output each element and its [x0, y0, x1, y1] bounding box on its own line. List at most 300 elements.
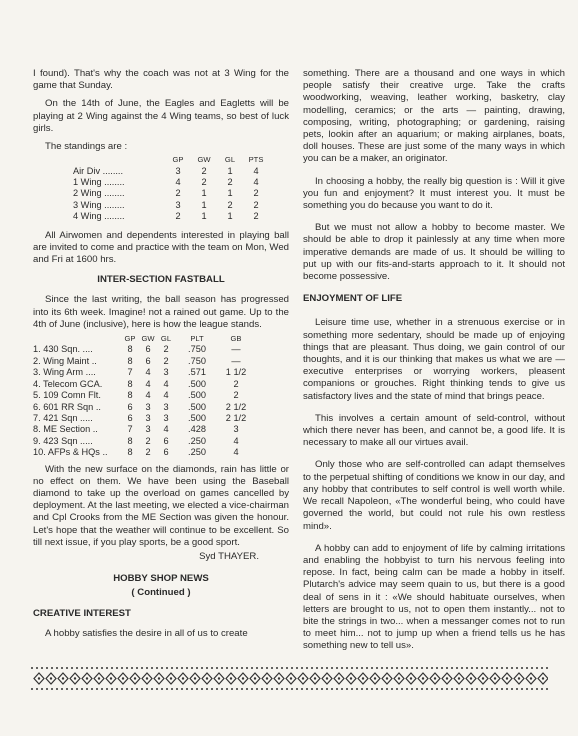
border-dot	[171, 667, 173, 669]
border-dot	[411, 667, 413, 669]
border-dot	[546, 667, 548, 669]
team-name: 6. 601 RR Sqn ..	[33, 401, 101, 412]
border-dot	[76, 667, 78, 669]
team-name: 7. 421 Sqn .....	[33, 412, 93, 423]
border-dot	[326, 688, 328, 690]
border-dot	[302, 677, 304, 679]
paragraph: This involves a certain amount of seld-control, without which there never has been, and cannot be, a good life. It is necessary to make all our virtues avail.	[303, 412, 565, 449]
border-dot	[181, 667, 183, 669]
border-dot	[530, 677, 532, 679]
border-dot	[291, 667, 293, 669]
border-dot	[311, 667, 313, 669]
table-cell: 4	[233, 447, 239, 458]
border-dot	[351, 688, 353, 690]
border-dot	[321, 688, 323, 690]
table-cell: 4	[163, 424, 169, 435]
border-dot	[136, 667, 138, 669]
border-dot	[511, 667, 513, 669]
border-dot	[226, 667, 228, 669]
table-row	[33, 367, 253, 378]
column-header: GP	[124, 334, 136, 344]
border-dot	[398, 677, 400, 679]
standings-table	[33, 154, 269, 222]
paragraph: In choosing a hobby, the really big question is : Will it give you fun and enjoyment? It must interest you. It must be something you do because you want to do it.	[303, 175, 565, 212]
border-dot	[266, 677, 268, 679]
border-dot	[181, 688, 183, 690]
border-dot	[66, 688, 68, 690]
team-name: 8. ME Section ..	[33, 424, 98, 435]
border-dot	[62, 677, 64, 679]
border-dot	[134, 677, 136, 679]
border-dot	[121, 667, 123, 669]
border-dot	[46, 667, 48, 669]
border-dot	[254, 677, 256, 679]
border-dot	[256, 667, 258, 669]
border-dot	[36, 688, 38, 690]
border-dot	[56, 667, 58, 669]
table-cell: 3	[145, 424, 151, 435]
table-cell: 2 1/2	[225, 412, 247, 423]
table-cell: 3	[175, 165, 181, 176]
border-dot	[331, 688, 333, 690]
table-row	[33, 390, 253, 401]
border-dot	[166, 667, 168, 669]
table-cell: .500	[188, 390, 206, 401]
border-dot	[421, 688, 423, 690]
border-dot	[381, 688, 383, 690]
left-column	[33, 68, 289, 646]
column-header: GW	[141, 334, 155, 344]
border-dot	[101, 688, 103, 690]
table-cell: 3	[163, 401, 169, 412]
border-dot	[246, 667, 248, 669]
border-dot	[486, 688, 488, 690]
border-dot	[206, 667, 208, 669]
border-dot	[241, 688, 243, 690]
column-header: GL	[224, 155, 236, 165]
table-cell: 6	[145, 355, 151, 366]
border-dot	[536, 667, 538, 669]
border-dot	[476, 667, 478, 669]
standings-intro: The standings are :	[45, 141, 128, 153]
border-dot	[386, 688, 388, 690]
border-dot	[170, 677, 172, 679]
border-dot	[361, 688, 363, 690]
border-dot	[226, 688, 228, 690]
table-cell: 4	[175, 177, 181, 188]
border-dot	[56, 688, 58, 690]
column-header: PLT	[190, 334, 204, 344]
border-dot	[116, 688, 118, 690]
border-dot	[506, 677, 508, 679]
table-cell: 4	[163, 378, 169, 389]
border-dot	[366, 667, 368, 669]
border-dot	[441, 688, 443, 690]
table-row	[33, 436, 253, 447]
border-dot	[81, 667, 83, 669]
border-dot	[396, 667, 398, 669]
paragraph: A hobby can add to enjoyment of life by calming irritations and enabling the hobbyist to turn his nervous feeling into repose. In fact, being calm can be made a hobby in itself. Plutarch's advice may seem quain to us, but there is a good deal of sens in it : «We should habituate ourselves, when letters are brought to us, not to open them instantly... not to bite the strings in two... when a messanger comes not to run to meet him... not to jump up when a friend tells us he has something new to tell us».	[303, 542, 565, 652]
border-dot	[161, 688, 163, 690]
border-dot	[71, 667, 73, 669]
table-row	[33, 344, 253, 355]
border-dot	[186, 667, 188, 669]
border-dot	[231, 667, 233, 669]
section-heading: HOBBY SHOP NEWS	[113, 573, 209, 585]
border-dot	[410, 677, 412, 679]
border-dot	[321, 667, 323, 669]
border-dot	[191, 667, 193, 669]
table-row	[33, 211, 269, 222]
paragraph: Since the last writing, the ball season has progressed into its 6th week. Imagine! not a rained out game. Up to the 4th of June (inclusive), here is how the league stands.	[33, 294, 289, 330]
border-dot	[422, 677, 424, 679]
border-dot	[301, 688, 303, 690]
border-dot	[471, 688, 473, 690]
column-header: GL	[160, 334, 172, 344]
border-dot	[431, 688, 433, 690]
table-cell: 1	[227, 188, 233, 199]
border-dot	[501, 688, 503, 690]
border-dot	[211, 688, 213, 690]
border-dot	[278, 677, 280, 679]
table-cell: .500	[188, 378, 206, 389]
table-cell: 6	[127, 401, 133, 412]
border-dot	[271, 667, 273, 669]
border-dot	[356, 667, 358, 669]
paragraph: On the 14th of June, the Eagles and Eagletts will be playing at 2 Wing against the 4 Wing teams, so best of luck girls.	[33, 98, 289, 134]
column-header: GP	[172, 155, 184, 165]
border-dot	[416, 688, 418, 690]
border-dot	[231, 688, 233, 690]
border-dot	[458, 677, 460, 679]
border-dot	[482, 677, 484, 679]
border-dot	[456, 667, 458, 669]
border-dot	[296, 667, 298, 669]
border-dot	[236, 667, 238, 669]
border-dot	[236, 688, 238, 690]
border-dot	[51, 667, 53, 669]
border-dot	[41, 667, 43, 669]
border-dot	[281, 667, 283, 669]
border-dot	[216, 688, 218, 690]
table-cell: 8	[127, 378, 133, 389]
border-dot	[531, 688, 533, 690]
border-dot	[66, 667, 68, 669]
table-cell: 2	[175, 188, 181, 199]
border-dot	[261, 688, 263, 690]
table-cell: .250	[188, 447, 206, 458]
border-dot	[456, 688, 458, 690]
team-name: 2. Wing Maint ..	[33, 355, 97, 366]
table-header-row	[33, 154, 269, 165]
border-dot	[466, 667, 468, 669]
team-name: 1 Wing ........	[73, 177, 125, 188]
border-dot	[506, 688, 508, 690]
team-name: 3. Wing Arm ....	[33, 367, 96, 378]
border-dot	[146, 667, 148, 669]
table-cell: 2	[175, 211, 181, 222]
section-heading: INTER-SECTION FASTBALL	[97, 274, 225, 286]
border-dot	[316, 667, 318, 669]
border-dot	[436, 688, 438, 690]
table-cell: 7	[127, 424, 133, 435]
border-dot	[541, 688, 543, 690]
border-dot	[206, 688, 208, 690]
author-signature: Syd THAYER.	[199, 550, 259, 562]
border-dot	[301, 667, 303, 669]
border-dot	[496, 688, 498, 690]
table-cell: 2	[253, 188, 259, 199]
border-dot	[256, 688, 258, 690]
table-cell: 3	[163, 412, 169, 423]
border-dot	[146, 677, 148, 679]
border-dot	[494, 677, 496, 679]
table-cell: 4	[145, 378, 151, 389]
border-dot	[141, 667, 143, 669]
table-cell: 6	[145, 344, 151, 355]
border-dot	[351, 667, 353, 669]
table-cell: .428	[188, 424, 206, 435]
border-dot	[386, 677, 388, 679]
section-heading: ENJOYMENT OF LIFE	[303, 293, 403, 305]
border-dot	[106, 667, 108, 669]
border-dot	[286, 667, 288, 669]
border-dot	[86, 688, 88, 690]
table-cell: 2	[233, 378, 239, 389]
border-dot	[361, 667, 363, 669]
border-dot	[196, 667, 198, 669]
team-name: 2 Wing ........	[73, 188, 125, 199]
table-cell: 8	[127, 447, 133, 458]
border-dot	[31, 667, 33, 669]
table-cell: —	[231, 344, 241, 355]
border-dot	[406, 688, 408, 690]
table-cell: .750	[188, 355, 206, 366]
table-cell: 2	[163, 344, 169, 355]
team-name: 4 Wing ........	[73, 211, 125, 222]
border-dot	[316, 688, 318, 690]
table-cell: 2	[227, 199, 233, 210]
paragraph: All Airwomen and dependents interested in playing ball are invited to come and practice with the team on Mon, Wed and Fri at 1600 hrs.	[33, 229, 289, 266]
table-cell: 2	[233, 390, 239, 401]
table-row	[33, 356, 253, 367]
table-cell: 2 1/2	[225, 401, 247, 412]
border-dot	[242, 677, 244, 679]
border-dot	[151, 688, 153, 690]
table-cell: .500	[188, 412, 206, 423]
paragraph: With the new surface on the diamonds, rain has little or no effect on them. We have been using the Baseball diamond to take up the overload on games cancelled by deployment. At the last meeting, we elected a vice-chairman and Cpl Crooks from the ME Section was given the honour. Let's hope that the weather will continue to be excellent. So till next issue, if you play sports, be a good sport.	[33, 463, 289, 548]
border-dot	[251, 688, 253, 690]
border-dot	[156, 667, 158, 669]
border-dot	[338, 677, 340, 679]
border-dot	[266, 667, 268, 669]
table-cell: 1	[201, 199, 207, 210]
border-dot	[341, 667, 343, 669]
border-dot	[481, 667, 483, 669]
table-cell: 8	[127, 355, 133, 366]
border-dot	[111, 688, 113, 690]
border-dot	[41, 688, 43, 690]
table-cell: 3	[145, 401, 151, 412]
table-cell: 3	[145, 412, 151, 423]
border-dot	[290, 677, 292, 679]
border-dot	[491, 667, 493, 669]
border-dot	[391, 688, 393, 690]
border-dot	[346, 688, 348, 690]
border-dot	[96, 688, 98, 690]
border-dot	[371, 667, 373, 669]
border-dot	[86, 677, 88, 679]
border-dot	[146, 688, 148, 690]
table-cell: 1	[227, 211, 233, 222]
table-cell: .500	[188, 401, 206, 412]
border-dot	[221, 688, 223, 690]
border-dot	[411, 688, 413, 690]
table-cell: 6	[163, 447, 169, 458]
table-cell: 3	[163, 367, 169, 378]
table-cell: 1 1/2	[225, 367, 247, 378]
border-dot	[426, 688, 428, 690]
border-dot	[176, 667, 178, 669]
border-dot	[191, 688, 193, 690]
border-dot	[51, 688, 53, 690]
border-dot	[182, 677, 184, 679]
border-dot	[461, 667, 463, 669]
table-cell: 2	[145, 435, 151, 446]
border-dot	[362, 677, 364, 679]
fastball-table	[33, 333, 253, 458]
border-dot	[531, 667, 533, 669]
border-dot	[542, 677, 544, 679]
table-cell: 4	[253, 165, 259, 176]
border-dot	[96, 667, 98, 669]
table-cell: 8	[127, 390, 133, 401]
border-dot	[314, 677, 316, 679]
border-dot	[546, 688, 548, 690]
paragraph: something. There are a thousand and one ways in which people satisfy their creative urge. Take the crafts woodworking, weaving, leather working, basketry, clay modelling, ceramics; or the arts — painting, drawing, composing, writing, photographing; or gardening, raising pets, lookin after an aquarium; or making airplanes, boats, doll houses. These are just some of the many ways in which you can be a maker, an originator.	[303, 68, 565, 165]
border-dot	[50, 677, 52, 679]
border-dot	[436, 667, 438, 669]
border-dot	[466, 688, 468, 690]
border-dot	[116, 667, 118, 669]
table-cell: 1	[227, 165, 233, 176]
table-cell: 4	[253, 177, 259, 188]
table-row	[33, 200, 269, 211]
border-dot	[131, 667, 133, 669]
border-dot	[230, 677, 232, 679]
border-dot	[126, 667, 128, 669]
border-dot	[501, 667, 503, 669]
border-dot	[106, 688, 108, 690]
border-dot	[186, 688, 188, 690]
border-dot	[481, 688, 483, 690]
border-dot	[526, 688, 528, 690]
table-cell: 1	[201, 188, 207, 199]
table-cell: 2	[145, 447, 151, 458]
border-dot	[211, 667, 213, 669]
table-cell: 1	[201, 211, 207, 222]
border-dot	[426, 667, 428, 669]
team-name: 9. 423 Sqn .....	[33, 435, 93, 446]
border-dot	[486, 667, 488, 669]
table-cell: 8	[127, 344, 133, 355]
border-dot	[131, 688, 133, 690]
border-dot	[491, 688, 493, 690]
table-cell: 4	[145, 390, 151, 401]
border-dot	[201, 688, 203, 690]
border-dot	[446, 667, 448, 669]
paragraph: A hobby satisfies the desire in all of us to create	[45, 627, 248, 639]
table-row	[33, 188, 269, 199]
section-heading: CREATIVE INTEREST	[33, 607, 131, 619]
border-dot	[434, 677, 436, 679]
border-dot	[71, 688, 73, 690]
border-dot	[98, 677, 100, 679]
border-dot	[326, 677, 328, 679]
table-cell: 2	[253, 199, 259, 210]
border-dot	[74, 677, 76, 679]
border-dot	[31, 688, 33, 690]
border-dot	[421, 667, 423, 669]
border-dot	[171, 688, 173, 690]
border-dot	[374, 677, 376, 679]
border-dot	[271, 688, 273, 690]
border-dot	[81, 688, 83, 690]
border-dot	[381, 667, 383, 669]
border-dot	[286, 688, 288, 690]
border-dot	[451, 688, 453, 690]
table-cell: 6	[127, 412, 133, 423]
border-dot	[506, 667, 508, 669]
table-header-row	[33, 333, 253, 344]
border-dot	[126, 688, 128, 690]
team-name: 3 Wing ........	[73, 199, 125, 210]
border-dot	[541, 667, 543, 669]
table-cell: 4	[233, 435, 239, 446]
column-header: GW	[197, 155, 211, 165]
border-dot	[356, 688, 358, 690]
border-dot	[518, 677, 520, 679]
table-cell: 3	[175, 199, 181, 210]
border-dot	[122, 677, 124, 679]
border-dot	[291, 688, 293, 690]
border-dot	[346, 667, 348, 669]
table-row	[33, 413, 253, 424]
border-dot	[76, 688, 78, 690]
table-cell: 2	[201, 165, 207, 176]
border-dot	[331, 667, 333, 669]
table-cell: 7	[127, 367, 133, 378]
table-cell: .750	[188, 344, 206, 355]
border-dot	[516, 667, 518, 669]
border-dot	[476, 688, 478, 690]
border-dot	[406, 667, 408, 669]
team-name: 10. AFPs & HQs ..	[33, 447, 108, 458]
border-dot	[46, 688, 48, 690]
table-cell: 2	[201, 177, 207, 188]
team-name: 4. Telecom GCA.	[33, 378, 103, 389]
table-cell: 6	[163, 435, 169, 446]
table-cell: 2	[163, 355, 169, 366]
table-row	[33, 402, 253, 413]
border-dot	[136, 688, 138, 690]
border-dot	[141, 688, 143, 690]
table-cell: 8	[127, 435, 133, 446]
border-dot	[306, 688, 308, 690]
border-dot	[376, 667, 378, 669]
border-dot	[61, 688, 63, 690]
table-row	[33, 424, 253, 435]
